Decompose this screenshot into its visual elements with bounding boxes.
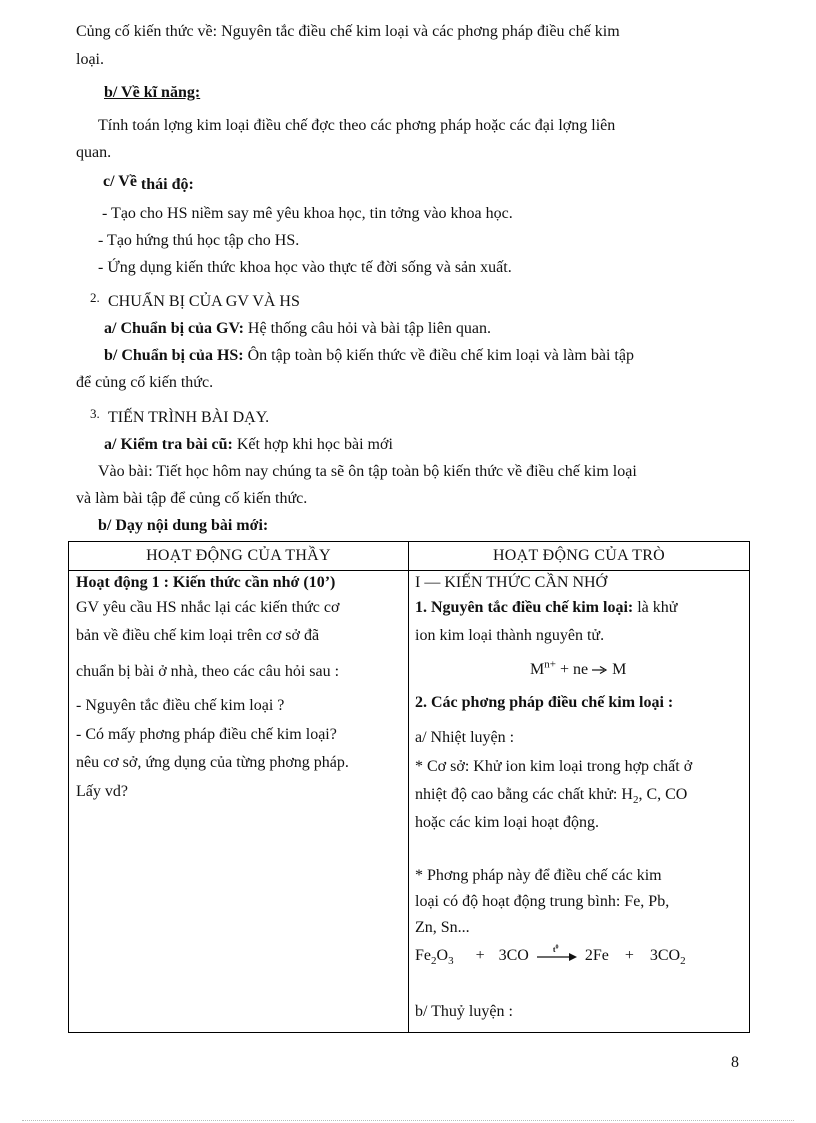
plus-sign: + [475,947,485,964]
lesson-intro-2: và làm bài tập để củng cố kiến thức. [76,490,308,507]
reaction-equation [530,660,626,680]
teacher-line: - Nguyên tắc điều chế kim loại ? [76,697,285,714]
gv-prep-label: a/ Chuẩn bị của GV: [104,320,244,337]
method-a-title: a/ Nhiệt luyện : [415,729,515,746]
skills-line-1: Tính toán lợng kim loại điều chế đợc theo các phơng pháp hoặc các đại lợng liên [98,117,616,134]
reaction-metal: M [612,661,627,678]
basis-line: hoặc các kim loại hoạt động. [415,814,599,831]
usage-line: * Phơng pháp này để điều chế các kim [415,867,662,884]
intro-line-1: Củng cố kiến thức về: Nguyên tắc điều chế kim loại và các phơng pháp điều chế kim [76,23,620,40]
hs-prep-text: Ôn tập toàn bộ kiến thức về điều chế kim loại và làm bài tập [247,347,634,364]
attitude-item-3: - Ứng dụng kiến thức khoa học vào thực tế đời sống và sản xuất. [98,259,512,276]
check-old-lesson [104,435,393,455]
section3-number: 3. [90,406,100,421]
right-arrow-icon [535,951,579,963]
gv-prep-text: Hệ thống câu hỏi và bài tập liên quan. [247,320,491,337]
reactant-fe2o3: $Fe_2O_3$ [415,947,454,968]
teacher-line: GV yêu cầu HS nhắc lại các kiến thức cơ [76,599,340,616]
skills-heading: b/ Về kĩ năng: [104,84,201,101]
principle-text-2: ion kim loại thành nguyên tử. [415,627,605,644]
part-title: I — KIẾN THỨC CẦN NHỚ [415,574,608,591]
page-number: 8 [731,1054,739,1071]
student-column [409,571,749,1032]
principle-label: 1. Nguyên tắc điều chế kim loại: [415,599,634,616]
header-student: HOẠT ĐỘNG CỦA TRÒ [409,542,750,571]
hs-prep [104,346,634,366]
hs-prep-text-2: để củng cố kiến thức. [76,374,214,391]
check-label: a/ Kiểm tra bài cũ: [104,436,233,453]
plus-sign: + [624,947,634,964]
basis-line-2: nhiệt độ cao bằng các chất khử: $H_2$, C, CO [415,786,688,807]
principle [415,598,677,618]
usage-line: Zn, Sn... [415,919,470,936]
check-text: Kết hợp khi học bài mới [236,436,393,453]
intro-line-2: loại. [76,51,104,68]
teacher-line: chuẩn bị bài ở nhà, theo các câu hỏi sau : [76,663,340,680]
attitude-title: thái độ: [140,176,194,193]
lesson-intro-1: Vào bài: Tiết học hôm nay chúng ta sẽ ôn tập toàn bộ kiến thức về điều chế kim loại [98,463,637,480]
principle-text: là khử [637,599,678,616]
section2-title: CHUẨN BỊ CỦA GV VÀ HS [108,293,300,310]
section2-number: 2. [90,290,100,305]
teacher-line: - Có mấy phơng pháp điều chế kim loại? [76,726,337,743]
teach-heading: b/ Dạy nội dung bài mới: [98,517,269,534]
skills-line-2: quan. [76,144,112,161]
teacher-line: bản về điều chế kim loại trên cơ sở đã [76,627,320,644]
method-b-title: b/ Thuỷ luyện : [415,1003,513,1020]
gv-prep [104,319,491,339]
teacher-line: Lấy vd? [76,783,128,800]
teacher-line: nêu cơ sở, ứng dụng của từng phơng pháp. [76,754,349,771]
product-fe: 2Fe [584,947,609,964]
activity-title: Hoạt động 1 : Kiến thức cần nhớ (10’) [76,574,336,591]
product-co2: $3CO_2$ [649,947,686,968]
teacher-column [69,571,408,1032]
usage-line: loại có độ hoạt động trung bình: Fe, Pb, [415,893,670,910]
heat-arrow [533,944,581,963]
heat-condition: $t^0$ [552,944,559,955]
reducers: $H_2$, C, CO [621,786,688,807]
reaction-metal-ion: $M^{n+}$ [530,658,556,678]
right-arrow-icon [592,665,608,675]
attitude-prefix: c/ Về [103,173,137,190]
section3-title: TIẾN TRÌNH BÀI DẠY. [108,409,270,426]
attitude-item-2: - Tạo hứng thú học tập cho HS. [98,232,300,249]
methods-title: 2. Các phơng pháp điều chế kim loại : [415,694,674,711]
reaction-electrons: + ne [559,661,589,678]
activity-table [68,541,750,1033]
basis-line: * Cơ sở: Khử ion kim loại trong hợp chất ở [415,758,693,775]
footer-divider [22,1120,794,1121]
header-teacher: HOẠT ĐỘNG CỦA THẦY [69,542,409,571]
hs-prep-label: b/ Chuẩn bị của HS: [104,347,244,364]
thermal-reduction-equation [415,946,686,966]
attitude-item-1: - Tạo cho HS niềm say mê yêu khoa học, tin tởng vào khoa học. [102,205,513,222]
attitude-heading [103,172,194,192]
reactant-co: 3CO [498,947,529,964]
